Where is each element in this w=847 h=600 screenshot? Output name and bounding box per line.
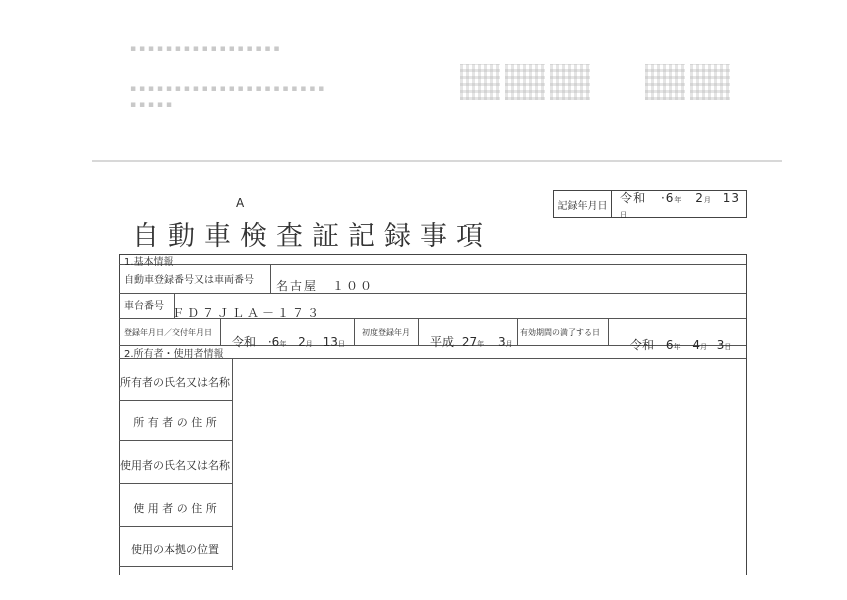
chassis-value: ＦＤ７ＪＬＡ－１７３ <box>172 306 323 320</box>
user-address-label: 使 用 者 の 住 所 <box>133 502 217 515</box>
document-edge <box>92 160 782 162</box>
rule <box>517 318 518 345</box>
rule <box>608 318 609 345</box>
qr-code <box>550 64 590 100</box>
rule <box>270 264 271 293</box>
section2-heading: 2.所有者・使用者情報 <box>124 349 224 360</box>
chassis-label: 車台番号 <box>124 301 164 312</box>
rule <box>119 566 232 567</box>
first-registration-label: 初度登録年月 <box>362 328 410 337</box>
registration-date-label: 登録年月日／交付年月日 <box>124 328 212 337</box>
rule <box>119 400 232 401</box>
registration-date-value: 令和 ·6年 2月 13日 <box>232 335 345 349</box>
expiry-label: 有効期間の満了する日 <box>520 328 600 337</box>
reg-number-label: 自動車登録番号又は車両番号 <box>124 275 254 286</box>
rule <box>220 318 221 345</box>
record-date-value: 令和 ·6年 2月 13日 <box>620 190 740 219</box>
record-date-box <box>553 190 747 218</box>
qr-code <box>690 64 730 100</box>
document-mark: A <box>236 196 245 210</box>
rule <box>119 293 746 294</box>
rule <box>232 358 233 570</box>
owner-address-label: 所 有 者 の 住 所 <box>133 416 217 429</box>
ghost-text-line: ▪ ▪ ▪ ▪ ▪ <box>130 100 172 110</box>
first-registration-value: 平成 27年 3月 <box>430 335 513 349</box>
user-name-label: 使用者の氏名又は名称 <box>120 459 230 472</box>
rule <box>119 526 232 527</box>
record-date-label: 記録年月日 <box>554 191 612 217</box>
ghost-text-line: ▪ ▪ ▪ ▪ ▪ ▪ ▪ ▪ ▪ ▪ ▪ ▪ ▪ ▪ ▪ ▪ ▪ <box>130 44 280 54</box>
rule <box>119 483 232 484</box>
rule <box>354 318 355 345</box>
expiry-value: 令和 6年 4月 3日 <box>630 338 732 352</box>
reg-number-value: 名古屋 １００ <box>276 279 375 293</box>
rule <box>119 264 746 265</box>
section1-heading: 1.基本情報 <box>124 257 174 268</box>
base-location-label: 使用の本拠の位置 <box>131 543 219 556</box>
rule <box>119 440 232 441</box>
qr-code <box>645 64 685 100</box>
qr-code <box>460 64 500 100</box>
ghost-text-line: ▪ ▪ ▪ ▪ ▪ ▪ ▪ ▪ ▪ ▪ ▪ ▪ ▪ ▪ ▪ ▪ ▪ ▪ ▪ ▪ ▪ ▪ <box>130 84 325 94</box>
qr-code <box>505 64 545 100</box>
owner-name-label: 所有者の氏名又は名称 <box>120 376 230 389</box>
document-title: 自動車検査証記録事項 <box>132 221 492 252</box>
rule <box>418 318 419 345</box>
